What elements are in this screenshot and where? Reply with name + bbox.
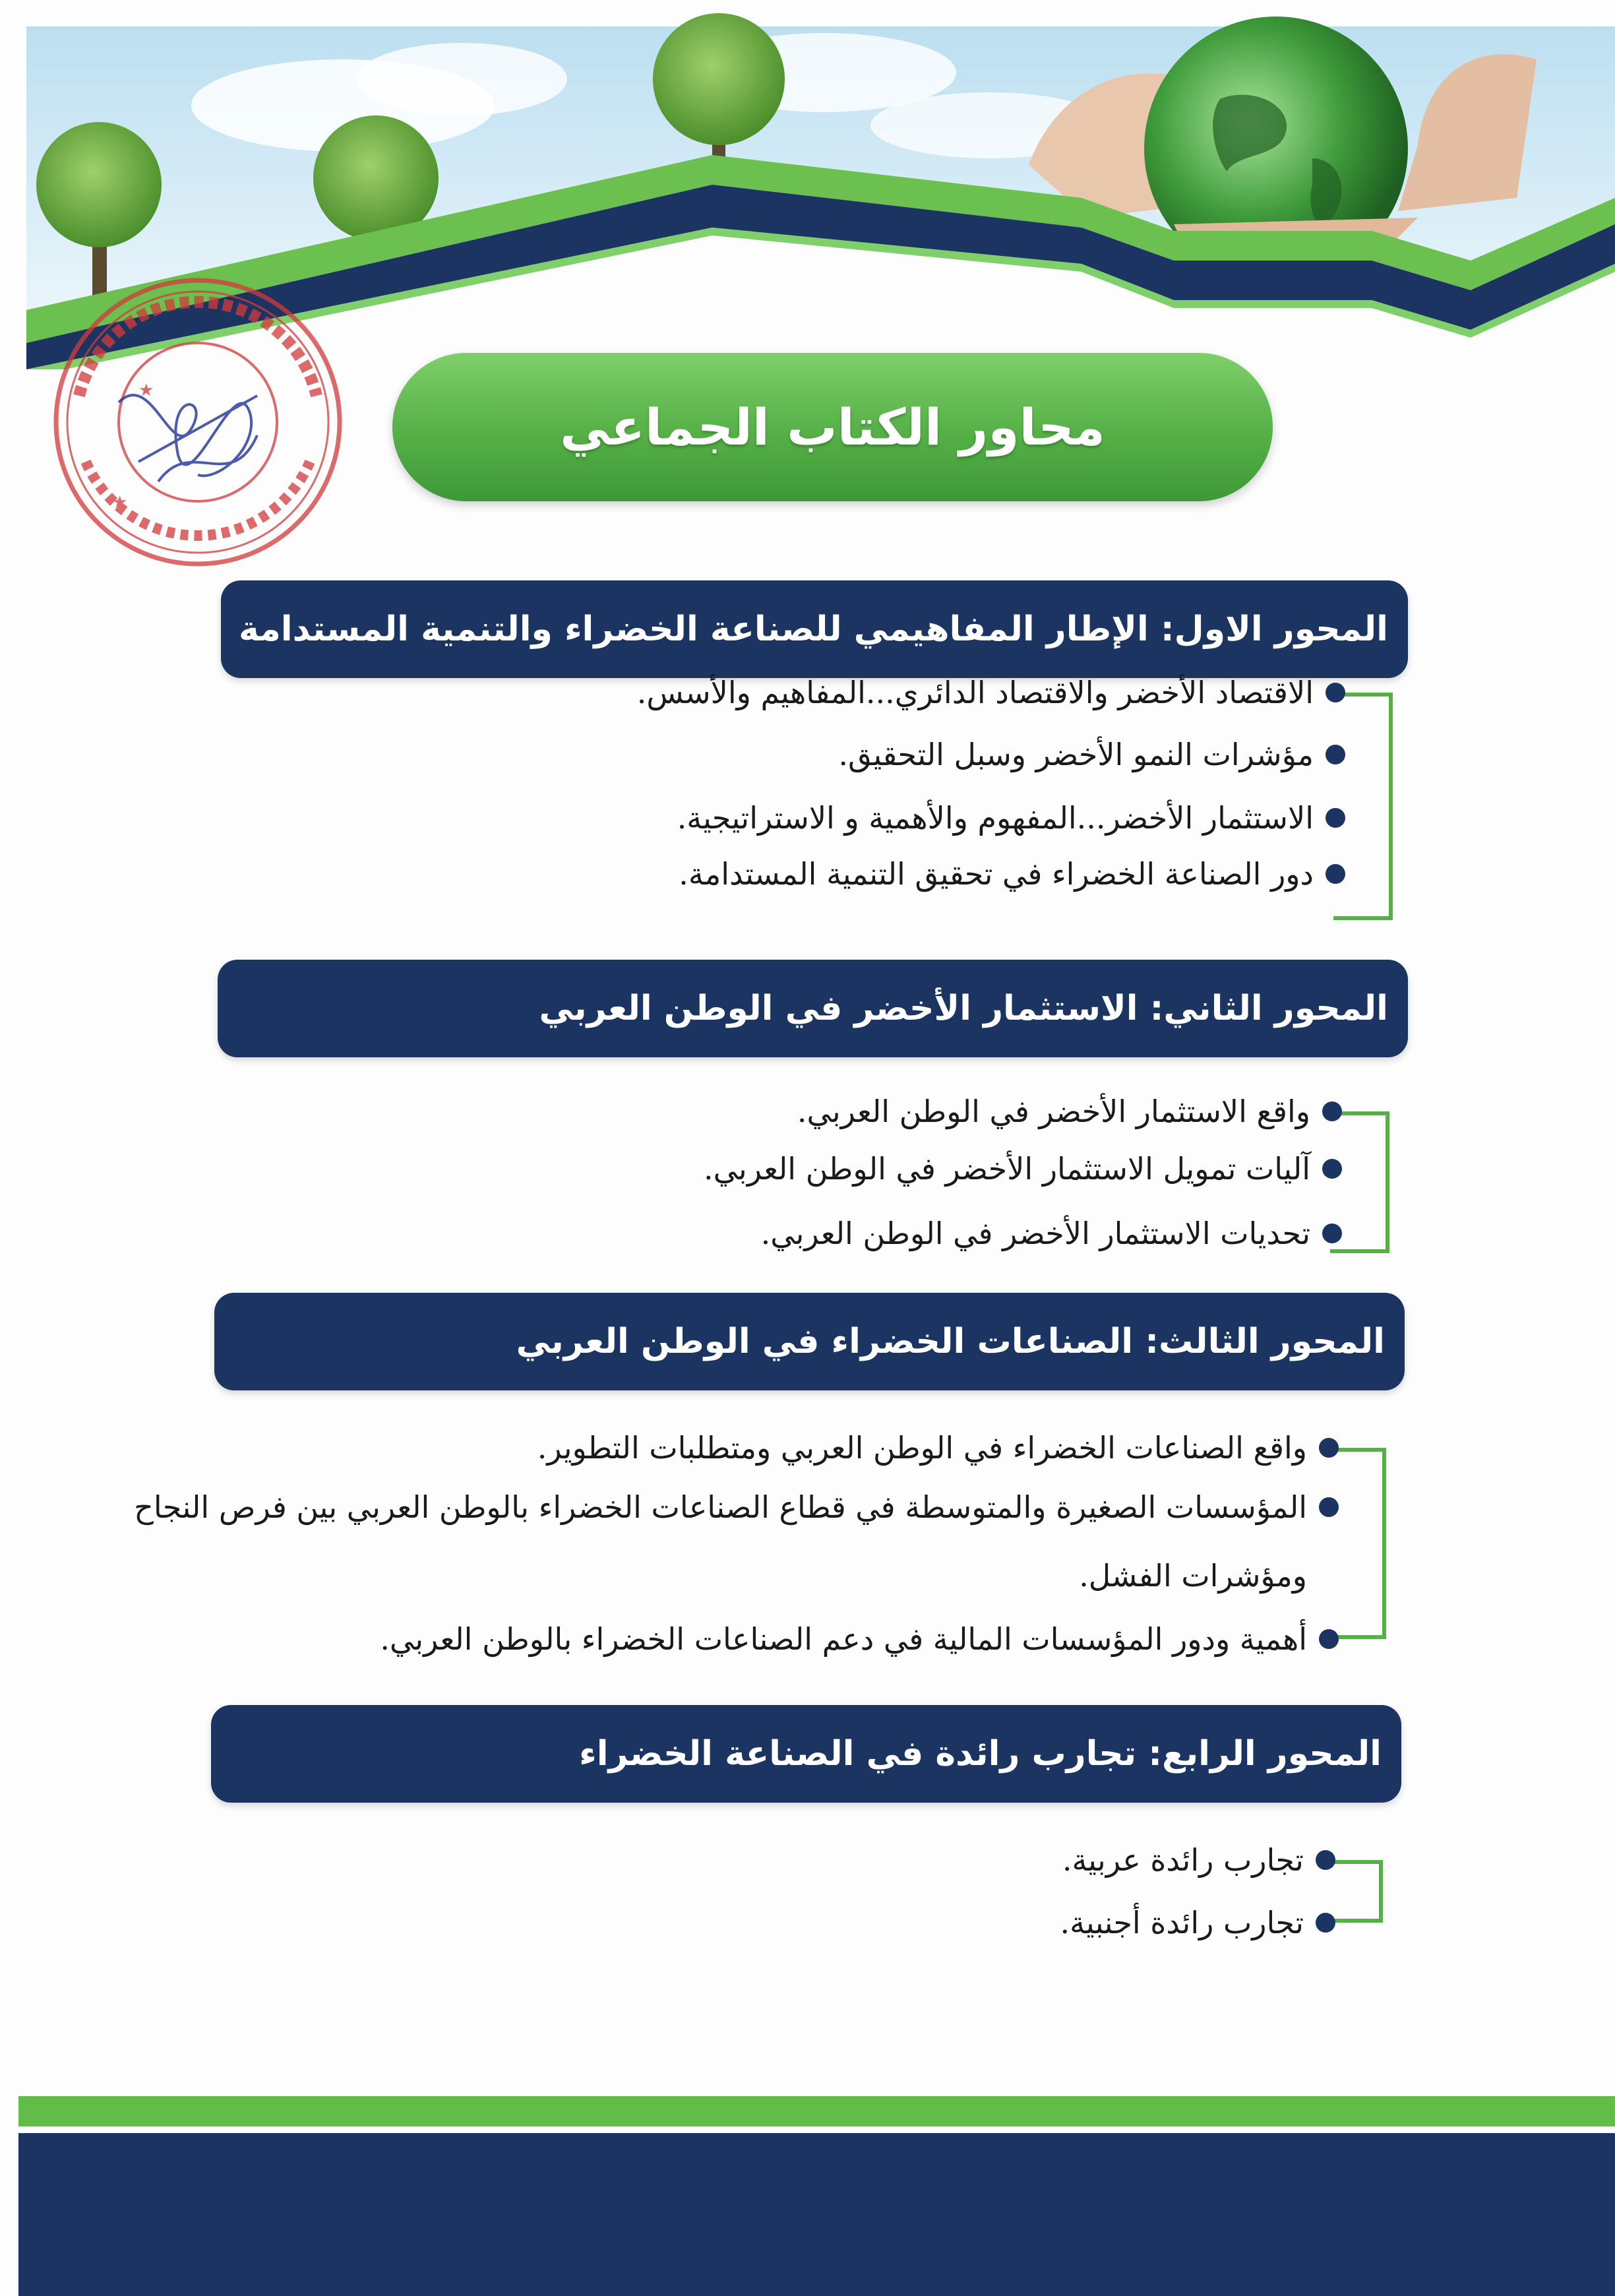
list-item bbox=[1060, 1900, 1335, 1946]
list-item-text: الاستثمار الأخضر...المفهوم والأهمية و الاستراتيجية. bbox=[677, 800, 1314, 836]
section-heading-text: المحور الاول: الإطار المفاهيمي للصناعة الخضراء والتنمية المستدامة bbox=[239, 609, 1388, 649]
dot-icon bbox=[1319, 1438, 1339, 1458]
list-item-text: مؤشرات النمو الأخضر وسبل التحقيق. bbox=[838, 737, 1314, 772]
section-items-2 bbox=[66, 1094, 1389, 1253]
section-heading-text: المحور الثالث: الصناعات الخضراء في الوطن العربي bbox=[516, 1322, 1385, 1361]
dot-icon bbox=[1326, 808, 1345, 828]
section-heading-1 bbox=[221, 580, 1408, 678]
list-item bbox=[637, 669, 1345, 716]
list-item-text: آليات تمويل الاستثمار الأخضر في الوطن العربي. bbox=[703, 1151, 1310, 1187]
list-item bbox=[704, 1146, 1342, 1192]
section-heading-text: المحور الرابع: تجارب رائدة في الصناعة الخضراء bbox=[579, 1734, 1382, 1774]
list-item-text: تجارب رائدة أجنبية. bbox=[1060, 1905, 1304, 1940]
list-item-text: المؤسسات الصغيرة والمتوسطة في قطاع الصناعات الخضراء بالوطن العربي بين فرص النجاح ومؤشرات الفشل. bbox=[134, 1489, 1307, 1594]
list-item-text: الاقتصاد الأخضر والاقتصاد الدائري...المفاهيم والأسس. bbox=[636, 675, 1314, 710]
dot-icon bbox=[1326, 683, 1345, 702]
footer-navy-bar bbox=[18, 2133, 1615, 2296]
footer-green-bar bbox=[18, 2096, 1615, 2126]
svg-text:★: ★ bbox=[112, 493, 128, 512]
dot-icon bbox=[1322, 1101, 1342, 1121]
list-item-text: تحديات الاستثمار الأخضر في الوطن العربي. bbox=[760, 1216, 1310, 1251]
list-item bbox=[838, 731, 1345, 778]
list-item-text: واقع الصناعات الخضراء في الوطن العربي ومتطلبات التطوير. bbox=[537, 1430, 1307, 1466]
official-stamp bbox=[40, 264, 356, 580]
dot-icon bbox=[1322, 1159, 1342, 1179]
dot-icon bbox=[1316, 1913, 1335, 1933]
section-heading-2 bbox=[218, 960, 1408, 1057]
list-item bbox=[677, 795, 1345, 841]
section-items-1 bbox=[66, 675, 1393, 920]
dot-icon bbox=[1316, 1850, 1335, 1870]
list-item bbox=[1062, 1837, 1335, 1883]
list-item-text: تجارب رائدة عربية. bbox=[1062, 1842, 1304, 1878]
list-item bbox=[380, 1616, 1339, 1662]
dot-icon bbox=[1326, 864, 1345, 884]
list-item bbox=[761, 1210, 1342, 1257]
list-item bbox=[537, 1425, 1339, 1471]
dot-icon bbox=[1319, 1497, 1339, 1517]
list-item bbox=[127, 1484, 1339, 1616]
section-heading-3 bbox=[214, 1293, 1405, 1390]
section-items-3 bbox=[66, 1430, 1386, 1657]
list-item bbox=[679, 851, 1345, 897]
dot-icon bbox=[1322, 1224, 1342, 1243]
svg-text:★: ★ bbox=[138, 381, 154, 400]
title-banner bbox=[392, 353, 1273, 501]
list-item-text: دور الصناعة الخضراء في تحقيق التنمية المستدامة. bbox=[679, 856, 1314, 892]
dot-icon bbox=[1326, 745, 1345, 764]
section-heading-4 bbox=[211, 1705, 1401, 1803]
page-title: محاور الكتاب الجماعي bbox=[560, 398, 1105, 456]
dot-icon bbox=[1319, 1629, 1339, 1649]
list-item-text: واقع الاستثمار الأخضر في الوطن العربي. bbox=[797, 1094, 1310, 1129]
list-item-text: أهمية ودور المؤسسات المالية في دعم الصناعات الخضراء بالوطن العربي. bbox=[380, 1621, 1307, 1657]
section-heading-text: المحور الثاني: الاستثمار الأخضر في الوطن العربي bbox=[539, 989, 1388, 1028]
section-items-4 bbox=[66, 1842, 1383, 1940]
list-item bbox=[797, 1088, 1342, 1134]
